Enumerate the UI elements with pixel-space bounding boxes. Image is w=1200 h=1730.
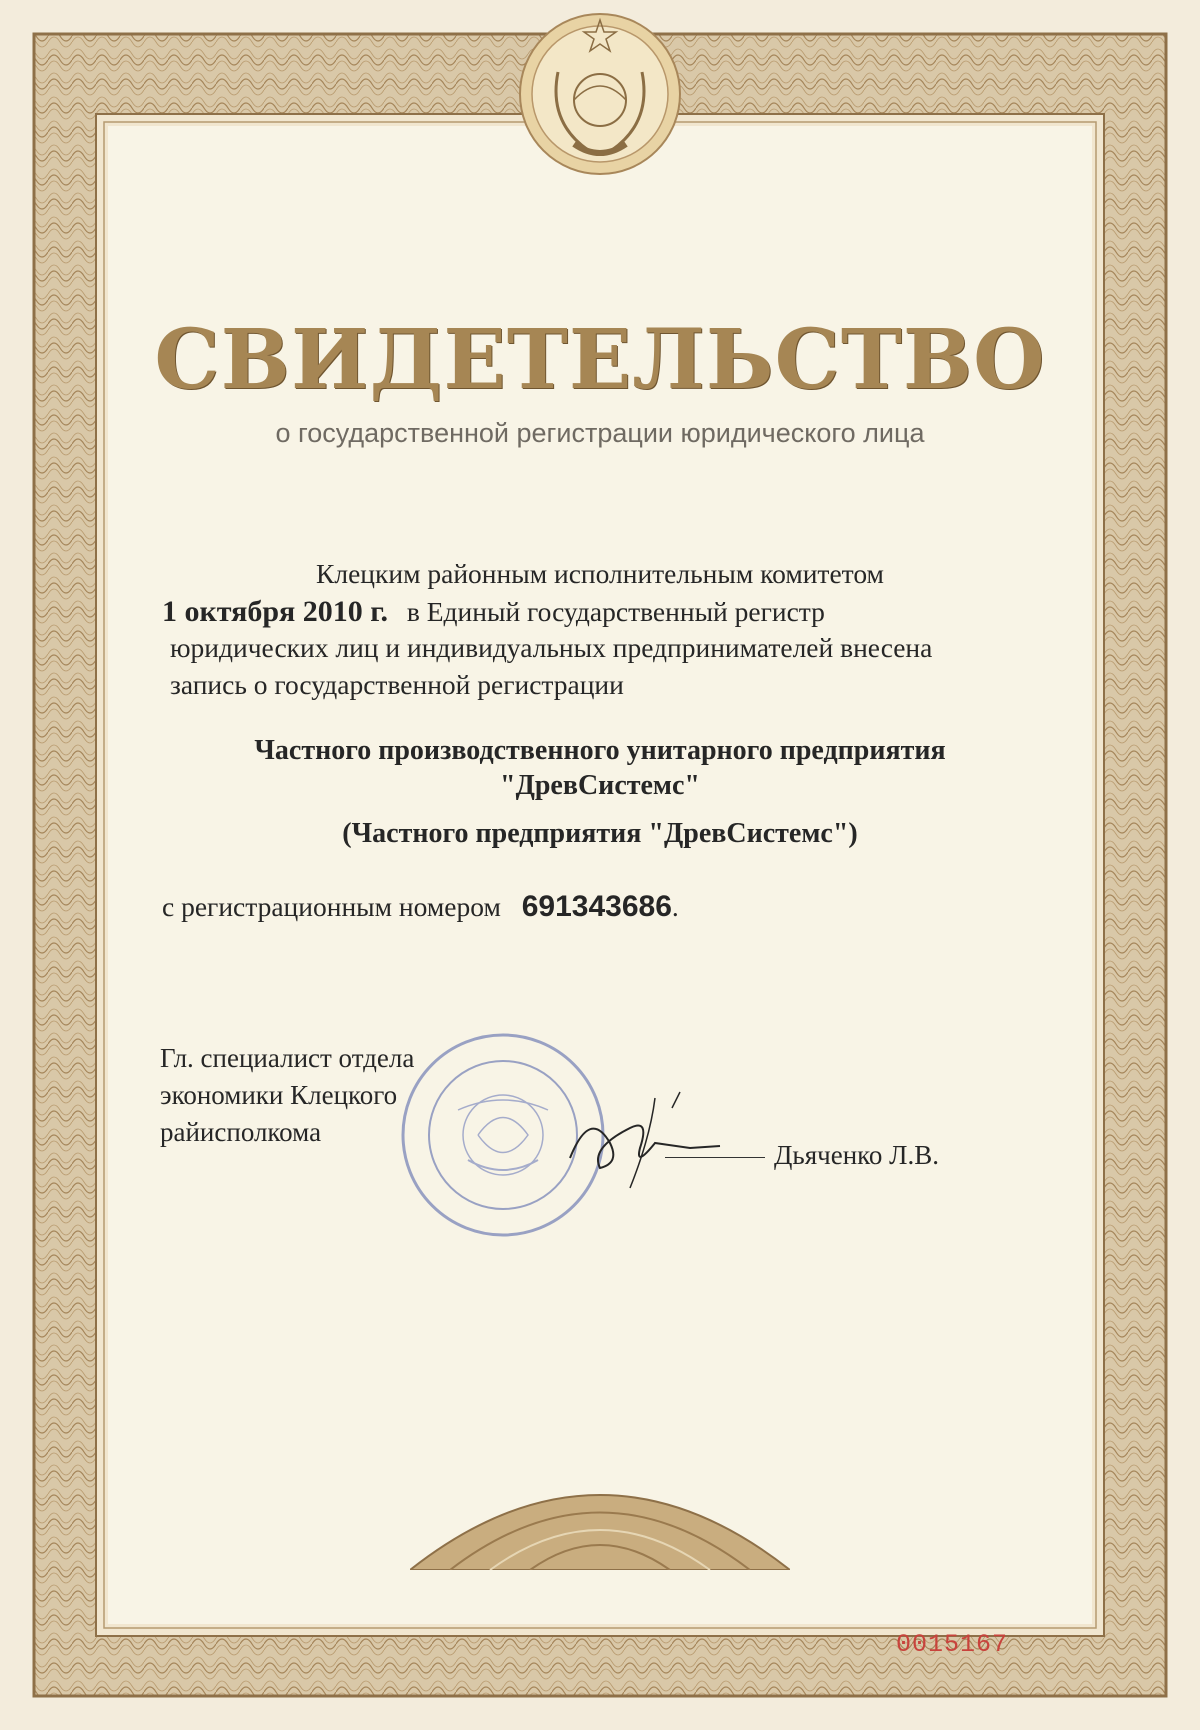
signature-icon (560, 1088, 730, 1198)
signatory-name: Дьяченко Л.В. (774, 1140, 939, 1170)
signatory-position-line1: Гл. специалист отдела (160, 1043, 415, 1073)
company-full-name-line2: "ДревСистемс" (500, 770, 700, 801)
date-line (162, 595, 825, 629)
bottom-rosette-ornament (410, 1460, 790, 1570)
registration-number-line (162, 890, 679, 924)
registration-date: 1 октября 2010 г. (162, 595, 389, 628)
signature-line (665, 1157, 765, 1158)
company-full-name-line1: Частного производственного унитарного предприятия (254, 735, 946, 766)
company-short-name: (Частного предприятия "ДревСистемс") (342, 818, 858, 849)
signatory-position-line3: райисполкома (160, 1117, 322, 1147)
registration-number-label: с регистрационным номером (162, 891, 501, 922)
certificate-subtitle: о государственной регистрации юридического лица (275, 418, 925, 448)
signatory-position-line2: экономики Клецкого (160, 1080, 398, 1110)
registration-number: 691343686 (521, 890, 672, 923)
issuer-line: Клецким районным исполнительным комитетом (316, 558, 884, 589)
certificate-title: СВИДЕТЕЛЬСТВО (154, 312, 1046, 408)
body-line-3: юридических лиц и индивидуальных предпринимателей внесена (170, 632, 933, 663)
registration-number-suffix: . (671, 891, 679, 922)
serial-number: 0015167 (896, 1630, 1009, 1659)
register-text: в Единый государственный регистр (406, 596, 825, 627)
body-line-4: запись о государственной регистрации (170, 669, 624, 700)
belarus-emblem-icon (518, 12, 682, 176)
